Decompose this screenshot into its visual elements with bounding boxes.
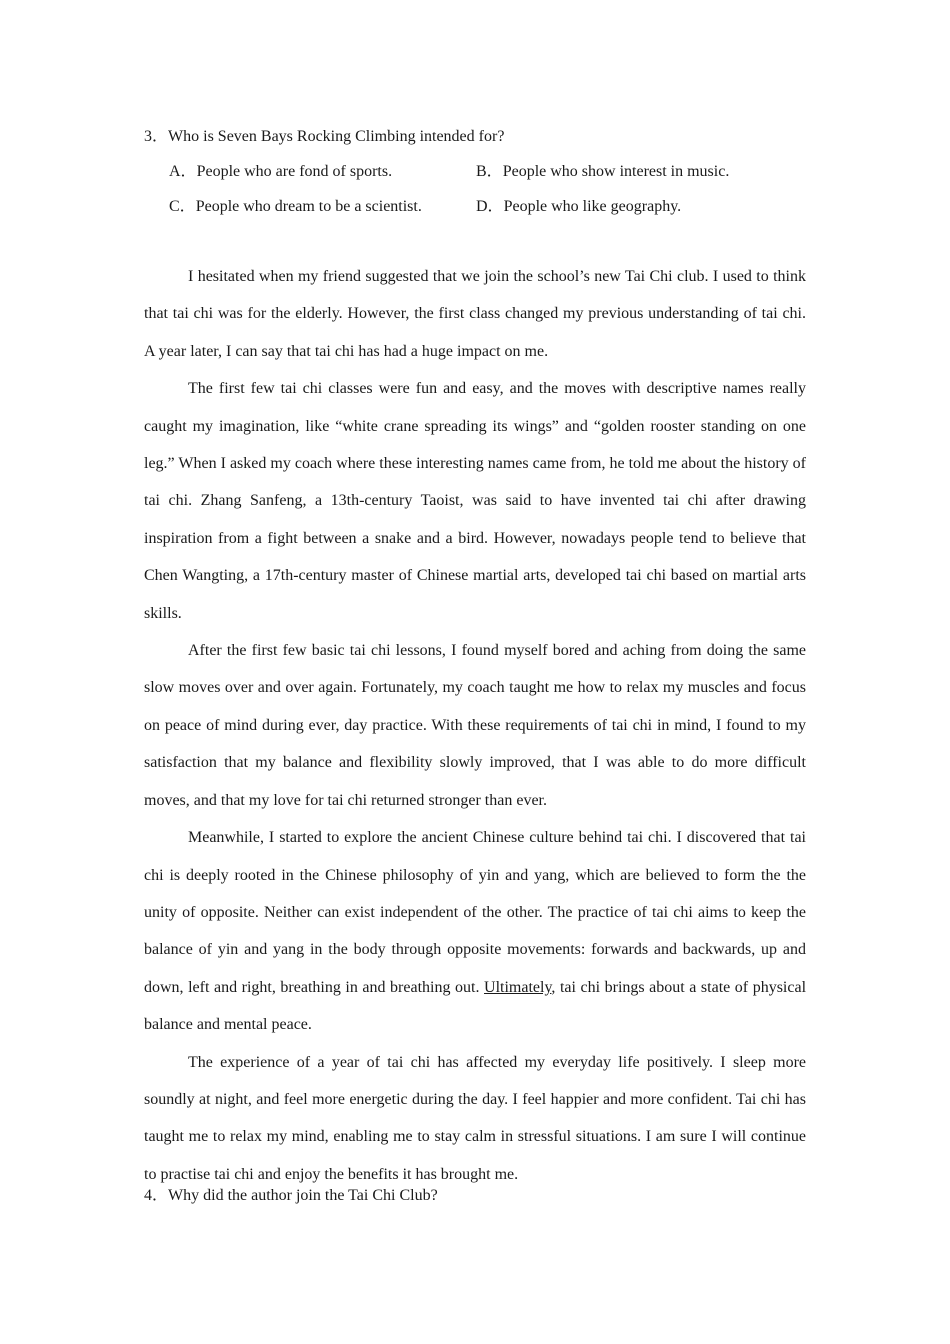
paragraph-1: I hesitated when my friend suggested that we join the school’s new Tai Chi club. I used to think that tai chi was for the elderly. However, the first class changed my previous understanding of tai chi. A year later, I can say that tai chi has had a huge impact on me. [144, 268, 806, 360]
option-letter: D． [476, 198, 504, 215]
underlined-word: Ultimately [484, 978, 552, 996]
question-stem: Who is Seven Bays Rocking Climbing intended for? [168, 128, 505, 145]
paragraph-4 [144, 819, 806, 1043]
question-number: 3． [144, 128, 169, 145]
option-b [476, 162, 729, 182]
question-number: 4． [144, 1187, 169, 1204]
option-letter: A． [169, 163, 197, 180]
paragraph-4-text-after: , tai chi brings about a state of physical balance and mental peace. [144, 978, 807, 1034]
paragraph-4-text-before: Meanwhile, I started to explore the ancient Chinese culture behind tai chi. I discovered that tai chi is deeply rooted in the Chinese philosophy of yin and yang, which are believed to form the the unity of opposite. Neither can exist independent of the other. The practice of tai chi aims to keep the balance of yin and yang in the body through opposite movements: forwards and backwards, up and down, left and right, breathing in and breathing out. [144, 829, 806, 996]
paragraph-3: After the first few basic tai chi lessons, I found myself bored and aching from doing the same slow moves over and over again. Fortunately, my coach taught me how to relax my muscles and focus on peace of mind during ever, day practice. With these requirements of tai chi in mind, I found to my satisfaction that my balance and flexibility slowly improved, that I was able to do more difficult moves, and that my love for tai chi returned stronger than ever. [144, 642, 806, 809]
option-text: People who like geography. [503, 198, 682, 215]
option-a [169, 162, 392, 182]
reading-passage [144, 258, 806, 1193]
paragraph-5: The experience of a year of tai chi has affected my everyday life positively. I sleep more soundly at night, and feel more energetic during the day. I feel happier and more confident. Tai chi has taught me to relax my mind, enabling me to stay calm in stressful situations. I am sure I will continue to practise tai chi and enjoy the benefits it has brought me. [144, 1053, 806, 1183]
paragraph-2: The first few tai chi classes were fun and easy, and the moves with descriptive names really caught my imagination, like “white crane spreading its wings” and “golden rooster standing on one leg.” When I asked my coach where these interesting names came from, he told me about the history of tai chi. Zhang Sanfeng, a 13th-century Taoist, was said to have invented tai chi after drawing inspiration from a fight between a snake and a bird. However, nowadays people tend to believe that Chen Wangting, a 17th-century master of Chinese martial arts, developed tai chi based on martial arts skills. [144, 380, 806, 622]
option-letter: C． [169, 198, 196, 215]
question-4 [144, 1186, 438, 1206]
question-3 [144, 127, 504, 147]
question-stem: Why did the author join the Tai Chi Club? [168, 1187, 438, 1204]
option-letter: B． [476, 163, 503, 180]
option-text: People who dream to be a scientist. [195, 198, 422, 215]
option-text: People who show interest in music. [502, 163, 730, 180]
option-text: People who are fond of sports. [196, 163, 393, 180]
option-d [476, 197, 681, 217]
option-c [169, 197, 422, 217]
